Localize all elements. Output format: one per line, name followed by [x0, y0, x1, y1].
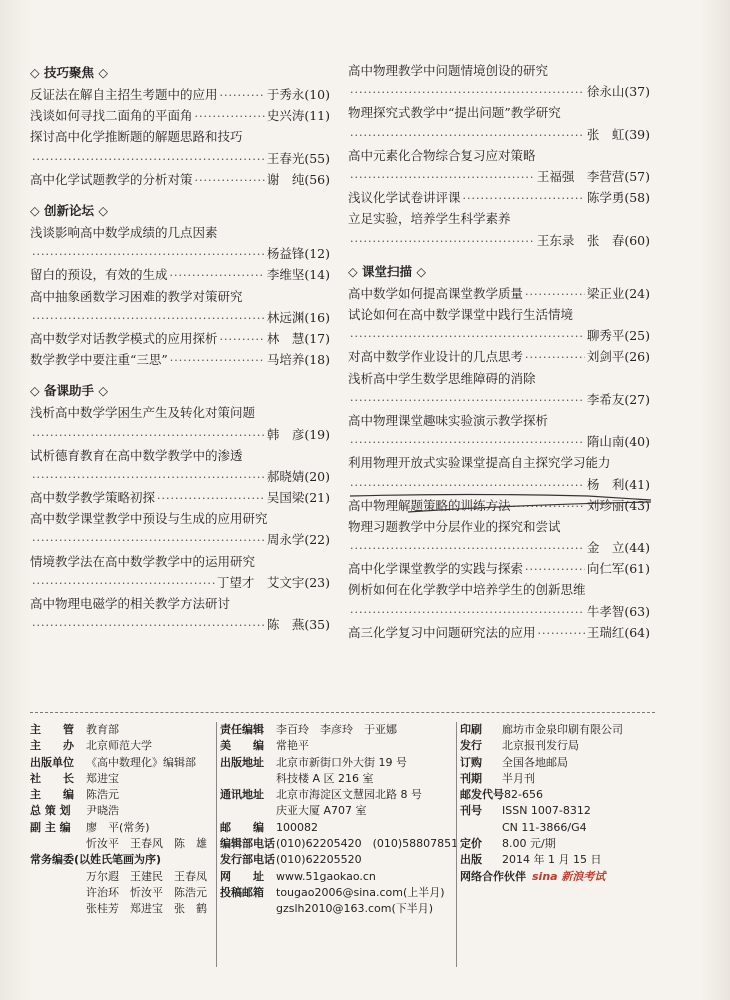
masthead-label: 主 管 — [30, 723, 74, 736]
masthead-col-2 — [220, 722, 459, 918]
masthead-value: 教育部 — [86, 723, 119, 736]
toc-entry-author: 马培养(18) — [266, 352, 330, 368]
masthead-separator — [456, 722, 457, 967]
masthead-value: 常艳平 — [276, 739, 309, 753]
masthead-row — [30, 787, 215, 803]
toc-entry-line — [30, 105, 330, 127]
masthead-label — [460, 820, 502, 836]
masthead-divider — [30, 712, 655, 713]
masthead-row — [30, 869, 215, 885]
masthead-value: 郑进宝 — [86, 771, 119, 785]
masthead-row — [30, 803, 215, 819]
toc-entry[interactable] — [30, 328, 330, 349]
section-gap — [30, 190, 330, 198]
masthead-row — [30, 820, 215, 836]
toc-entry[interactable] — [348, 283, 650, 304]
toc-entry-line — [348, 230, 650, 252]
toc-right-column — [348, 60, 650, 643]
masthead-value: 8.00 元/期 — [502, 837, 556, 851]
masthead-value: 2014 年 1 月 15 日 — [502, 853, 602, 867]
masthead-row — [220, 885, 455, 901]
toc-entry-title: 高中化学课堂教学的实践与探索 — [348, 561, 524, 577]
toc-entry-line — [348, 346, 650, 368]
toc-entry[interactable] — [348, 346, 650, 367]
toc-entry-author: 牛孝智(63) — [586, 603, 650, 619]
masthead-value: 北京市新街口外大街 19 号 — [276, 755, 407, 769]
masthead-label: 责任编辑 — [220, 723, 264, 736]
toc-entry[interactable] — [30, 264, 330, 285]
toc-entry[interactable] — [348, 208, 650, 250]
section-gap — [348, 251, 650, 259]
masthead-row — [30, 836, 215, 852]
leader-dots — [538, 623, 585, 644]
masthead-label — [30, 869, 86, 885]
toc-entry-author: 周永学(22) — [266, 532, 330, 548]
toc-entry[interactable] — [30, 126, 330, 168]
masthead-label: 社 长 — [30, 771, 74, 785]
masthead-row — [220, 722, 455, 738]
toc-entry-title: 利用物理开放式实验课堂提高自主探究学习能力 — [348, 455, 611, 471]
masthead-row — [460, 869, 660, 885]
toc-entry[interactable] — [348, 102, 650, 144]
section-heading: ◇ 创新论坛 ◇ — [30, 202, 108, 218]
masthead-label: 发行部电话 — [220, 853, 275, 867]
section-gap — [30, 370, 330, 378]
toc-entry-title: 留白的预设，有效的生成 — [30, 267, 168, 283]
leader-dots — [32, 530, 265, 551]
toc-entry-author: 杨 利(41) — [586, 476, 650, 492]
toc-entry-title: 探讨高中化学推断题的解题思路和技巧 — [30, 129, 243, 145]
masthead-value: (010)62205420 (010)58807851 — [276, 837, 459, 851]
toc-entry-author: 刘珍丽(43) — [586, 497, 650, 513]
masthead-row — [460, 755, 660, 771]
toc-entry-author: 向仁军(61) — [586, 561, 650, 577]
toc-entry-title: 高中数学教学策略初探 — [30, 490, 156, 506]
toc-entry[interactable] — [348, 145, 650, 187]
masthead-label: 发行 — [460, 739, 482, 753]
toc-entry-author: 聊秀平(25) — [586, 328, 650, 344]
toc-entry-author: 梁正业(24) — [586, 285, 650, 301]
masthead-value: ISSN 1007-8312 — [502, 804, 591, 818]
masthead-value: 廖 平(常务) — [86, 820, 150, 834]
toc-entry-author: 徐永山(37) — [586, 84, 650, 100]
leader-dots — [350, 538, 585, 559]
toc-entry-title: 试析德育教育在高中数学教学中的渗透 — [30, 447, 243, 463]
toc-entry-title: 高中物理课堂趣味实验演示教学探析 — [348, 412, 549, 428]
masthead-row — [460, 787, 660, 803]
masthead-row — [220, 820, 455, 836]
leader-dots — [350, 82, 585, 103]
leader-dots — [32, 244, 265, 265]
toc-entry-title: 高中抽象函数学习困难的教学对策研究 — [30, 288, 243, 304]
leader-dots — [32, 467, 265, 488]
toc-entry[interactable] — [30, 105, 330, 126]
toc-entry-author: 吴国梁(21) — [266, 490, 330, 506]
masthead-label: 出版单位 — [30, 755, 74, 769]
toc-entry-line — [30, 572, 330, 594]
masthead-row — [220, 787, 455, 803]
masthead-label: 刊号 — [460, 804, 482, 818]
masthead-label: 编辑部电话 — [220, 837, 275, 851]
leader-dots — [195, 170, 265, 191]
toc-entry-line — [30, 529, 330, 551]
toc-entry-title: 高三化学复习中问题研究法的应用 — [348, 624, 536, 640]
masthead-value: 廊坊市金泉印刷有限公司 — [502, 723, 623, 736]
toc-entry-author: 陈学勇(58) — [586, 190, 650, 206]
masthead-label: 印刷 — [460, 723, 482, 736]
masthead-label: 美 编 — [220, 739, 264, 753]
masthead-value: 尹晓浩 — [86, 804, 119, 818]
sina-logo: sina 新浪考试 — [532, 869, 606, 883]
toc-entry-title: 物理习题教学中分层作业的探究和尝试 — [348, 518, 561, 534]
toc-entry-title: 立足实验，培养学生科学素养 — [348, 211, 511, 227]
toc-entry-line — [30, 148, 330, 170]
masthead-value: (010)62205520 — [276, 853, 362, 867]
toc-entry-line — [30, 307, 330, 329]
leader-dots — [170, 350, 265, 371]
masthead-col-1 — [30, 722, 215, 918]
leader-dots — [463, 188, 585, 209]
masthead-label: 通讯地址 — [220, 788, 264, 802]
toc-entry-author: 王春光(55) — [266, 150, 330, 166]
masthead-label — [30, 885, 86, 901]
masthead-row — [220, 738, 455, 754]
masthead-value: 82-656 — [504, 788, 543, 802]
toc-entry-line — [348, 601, 650, 623]
toc-entry[interactable] — [348, 452, 650, 494]
masthead-value: 陈浩元 — [86, 788, 119, 802]
leader-dots — [513, 496, 585, 517]
toc-left-column — [30, 60, 330, 635]
masthead-value: 张桂芳 郑进宝 张 鹤 — [86, 902, 207, 916]
toc-entry-author: 郝晓婧(20) — [266, 468, 330, 484]
masthead-value: CN 11-3866/G4 — [502, 820, 587, 834]
masthead-row — [30, 738, 215, 754]
masthead-value: www.51gaokao.cn — [276, 869, 376, 883]
toc-entry-author: 于秀永(10) — [266, 87, 330, 102]
masthead-label — [30, 836, 86, 852]
masthead-row — [30, 722, 215, 738]
toc-entry-line — [30, 614, 330, 636]
masthead-row — [460, 820, 660, 836]
masthead-label: 主 办 — [30, 739, 74, 753]
leader-dots — [350, 231, 535, 252]
masthead-row — [30, 901, 215, 917]
masthead-value: 李百玲 李彦玲 于亚娜 — [276, 723, 397, 736]
masthead-row — [460, 803, 660, 819]
toc-entry[interactable] — [30, 286, 330, 328]
leader-dots — [220, 85, 265, 106]
toc-entry[interactable] — [348, 304, 650, 346]
toc-entry-line — [30, 169, 330, 191]
toc-entry-line — [348, 622, 650, 644]
masthead-value: 许治环 忻汝平 陈浩元 — [86, 885, 207, 899]
masthead-label: 出版 — [460, 853, 482, 867]
masthead-row — [460, 722, 660, 738]
toc-entry-author: 王瑞红(64) — [586, 624, 650, 640]
toc-entry-author: 林 慧(17) — [266, 330, 330, 346]
masthead-col-3 — [460, 722, 660, 885]
masthead-value: 半月刊 — [502, 771, 535, 785]
toc-entry-line — [348, 389, 650, 411]
leader-dots — [350, 602, 585, 623]
masthead-row — [220, 803, 455, 819]
leader-dots — [525, 559, 585, 580]
toc-entry-title: 情境教学法在高中数学教学中的运用研究 — [30, 553, 256, 569]
masthead-value: 北京师范大学 — [86, 739, 152, 753]
masthead-label: 订购 — [460, 755, 482, 769]
masthead-row — [220, 852, 455, 868]
toc-entry[interactable] — [30, 169, 330, 190]
toc-entry-title: 例析如何在化学教学中培养学生的创新思维 — [348, 582, 586, 598]
masthead-row — [460, 738, 660, 754]
toc-entry[interactable] — [348, 187, 650, 208]
masthead-label: 副 主 编 — [30, 820, 71, 834]
toc-entry[interactable] — [348, 579, 650, 621]
leader-dots — [32, 573, 215, 594]
masthead-label: 邮 编 — [220, 820, 264, 834]
masthead-row — [460, 771, 660, 787]
leader-dots — [350, 125, 585, 146]
toc-entry-title: 物理探究式教学中“提出问题”教学研究 — [348, 105, 561, 121]
section-heading: ◇ 课堂扫描 ◇ — [348, 263, 426, 279]
masthead-label: 网络合作伙伴 — [460, 869, 526, 883]
masthead-label: 主 编 — [30, 788, 74, 802]
toc-entry-line — [348, 325, 650, 347]
toc-entry-author: 韩 彦(19) — [266, 426, 330, 442]
leader-dots — [157, 488, 265, 509]
toc-entry-line — [30, 466, 330, 488]
masthead-value: 《高中数理化》编辑部 — [86, 755, 196, 769]
leader-dots — [525, 347, 585, 368]
toc-entry[interactable] — [30, 508, 330, 550]
masthead-value: 北京市海淀区文慧园北路 8 号 — [276, 788, 422, 802]
toc-entry-title: 试论如何在高中数学课堂中践行生活情境 — [348, 306, 574, 322]
toc-entry-title: 高中数学如何提高课堂教学质量 — [348, 285, 524, 301]
masthead-label: 总 策 划 — [30, 804, 71, 818]
toc-entry-title: 浅谈如何寻找二面角的平面角 — [30, 108, 193, 124]
leader-dots — [350, 432, 585, 453]
toc-entry-line — [348, 283, 650, 305]
toc-entry-author: 金 立(44) — [586, 540, 650, 556]
leader-dots — [32, 149, 265, 170]
toc-entry-title: 高中物理解题策略的训练方法 — [348, 497, 511, 513]
masthead-value: 科技楼 A 区 216 室 — [276, 771, 374, 785]
masthead-row — [30, 771, 215, 787]
toc-entry-author: 陈 燕(35) — [266, 617, 330, 633]
toc-entry-title: 反证法在解自主招生考题中的应用 — [30, 87, 218, 102]
masthead-value: 忻汝平 王春风 陈 雄 — [86, 837, 207, 851]
masthead-label: 网 址 — [220, 869, 264, 883]
masthead-value: 100082 — [276, 820, 318, 834]
toc-entry-author: 王东录 张 春(60) — [536, 232, 650, 248]
toc-entry[interactable] — [348, 516, 650, 558]
masthead-label: 出版地址 — [220, 755, 264, 769]
leader-dots — [350, 475, 585, 496]
masthead-separator — [216, 722, 217, 967]
masthead-value: 庆亚大厦 A707 室 — [276, 804, 367, 818]
masthead-label: 投稿邮箱 — [220, 885, 264, 899]
toc-entry[interactable] — [30, 445, 330, 487]
toc-entry-author: 丁望才 艾文宇(23) — [216, 574, 330, 590]
toc-entry-author: 王福强 李营营(57) — [536, 168, 650, 184]
toc-entry[interactable] — [348, 558, 650, 579]
toc-entry-line — [30, 264, 330, 286]
masthead-row — [220, 869, 455, 885]
masthead-row — [220, 901, 455, 917]
toc-entry[interactable] — [348, 368, 650, 410]
toc-entry-line — [30, 243, 330, 265]
toc-entry-line — [348, 187, 650, 209]
toc-entry-line — [348, 558, 650, 580]
section-heading: ◇ 备课助手 ◇ — [30, 383, 108, 399]
toc-entry[interactable] — [30, 222, 330, 264]
masthead-row — [30, 755, 215, 771]
leader-dots — [525, 284, 585, 305]
masthead-value: 万尔遐 王建民 王春凤 — [86, 869, 207, 883]
masthead-value: 北京报刊发行局 — [502, 739, 579, 753]
toc-entry[interactable] — [30, 402, 330, 444]
masthead-row — [220, 771, 455, 787]
toc-entry-author: 李希友(27) — [586, 391, 650, 407]
masthead-row — [30, 852, 215, 868]
masthead-row — [220, 755, 455, 771]
toc-entry-title: 高中数学对话教学模式的应用探析 — [30, 330, 218, 346]
toc-entry-title: 数学教学中要注重“三思” — [30, 352, 168, 368]
leader-dots — [32, 615, 265, 636]
leader-dots — [220, 329, 265, 350]
toc-entry-author: 林远渊(16) — [266, 309, 330, 325]
toc-entry[interactable] — [348, 410, 650, 452]
masthead-label: 常务编委(以姓氏笔画为序) — [30, 853, 162, 867]
toc-entry-title: 浅议化学试卷讲评课 — [348, 190, 461, 206]
toc-entry-author: 李维坚(14) — [266, 267, 330, 283]
toc-entry-author: 杨益锋(12) — [266, 246, 330, 262]
masthead-label — [220, 803, 276, 819]
toc-entry-title: 高中物理电磁学的相关教学方法研讨 — [30, 596, 231, 612]
toc-entry[interactable] — [30, 593, 330, 635]
masthead-label: 定价 — [460, 837, 482, 851]
masthead-label — [30, 901, 86, 917]
toc-entry-author: 谢 纯(56) — [266, 171, 330, 187]
leader-dots — [195, 106, 265, 127]
masthead-row — [460, 852, 660, 868]
masthead-value: tougao2006@sina.com(上半月) — [276, 885, 445, 899]
toc-entry-line — [30, 349, 330, 371]
toc-entry-title: 浅谈影响高中数学成绩的几点因素 — [30, 224, 218, 240]
toc-entry-title: 对高中数学作业设计的几点思考 — [348, 349, 524, 365]
masthead-label: 邮发代号 — [460, 788, 504, 802]
leader-dots — [32, 425, 265, 446]
masthead-value: gzslh2010@163.com(下半月) — [276, 902, 434, 916]
masthead-row — [460, 836, 660, 852]
masthead-value: 全国各地邮局 — [502, 755, 568, 769]
toc-entry-line — [30, 84, 330, 106]
leader-dots — [32, 308, 265, 329]
toc-entry-author: 刘剑平(26) — [586, 349, 650, 365]
leader-dots — [170, 265, 265, 286]
toc-entry-title: 高中元素化合物综合复习应对策略 — [348, 147, 536, 163]
toc-entry-author: 史兴涛(11) — [266, 108, 330, 124]
toc-entry[interactable] — [348, 622, 650, 643]
toc-entry-line — [348, 495, 650, 517]
toc-entry-line — [348, 537, 650, 559]
toc-entry[interactable] — [30, 551, 330, 593]
leader-dots — [350, 326, 585, 347]
toc-entry-line — [348, 81, 650, 103]
leader-dots — [350, 167, 535, 188]
masthead-label — [220, 771, 276, 787]
toc-entry-author: 隋山南(40) — [586, 434, 650, 450]
toc-entry-title: 高中物理教学中问题情境创设的研究 — [348, 63, 549, 78]
toc-entry-line — [30, 487, 330, 509]
toc-entry-line — [30, 424, 330, 446]
toc-entry-line — [30, 328, 330, 350]
masthead-row — [30, 885, 215, 901]
toc-entry-line — [348, 166, 650, 188]
masthead-row — [220, 836, 459, 852]
toc-entry-title: 浅析高中学生数学思维障碍的消除 — [348, 370, 536, 386]
toc-entry[interactable] — [348, 495, 650, 516]
toc-entry-line — [348, 474, 650, 496]
toc-entry[interactable] — [30, 349, 330, 370]
toc-entry-title: 高中数学课堂教学中预设与生成的应用研究 — [30, 511, 268, 527]
toc-entry-title: 高中化学试题教学的分析对策 — [30, 171, 193, 187]
toc-entry-title: 浅析高中数学学困生产生及转化对策问题 — [30, 405, 256, 421]
toc-entry-author: 张 虹(39) — [586, 126, 650, 142]
toc-entry[interactable] — [30, 84, 330, 105]
masthead-label: 刊期 — [460, 771, 482, 785]
toc-entry-line — [348, 124, 650, 146]
toc-entry[interactable] — [30, 487, 330, 508]
toc-entry[interactable] — [348, 60, 650, 102]
toc-entry-line — [348, 431, 650, 453]
masthead-label — [220, 901, 276, 917]
leader-dots — [350, 390, 585, 411]
section-heading: ◇ 技巧聚焦 ◇ — [30, 65, 108, 80]
